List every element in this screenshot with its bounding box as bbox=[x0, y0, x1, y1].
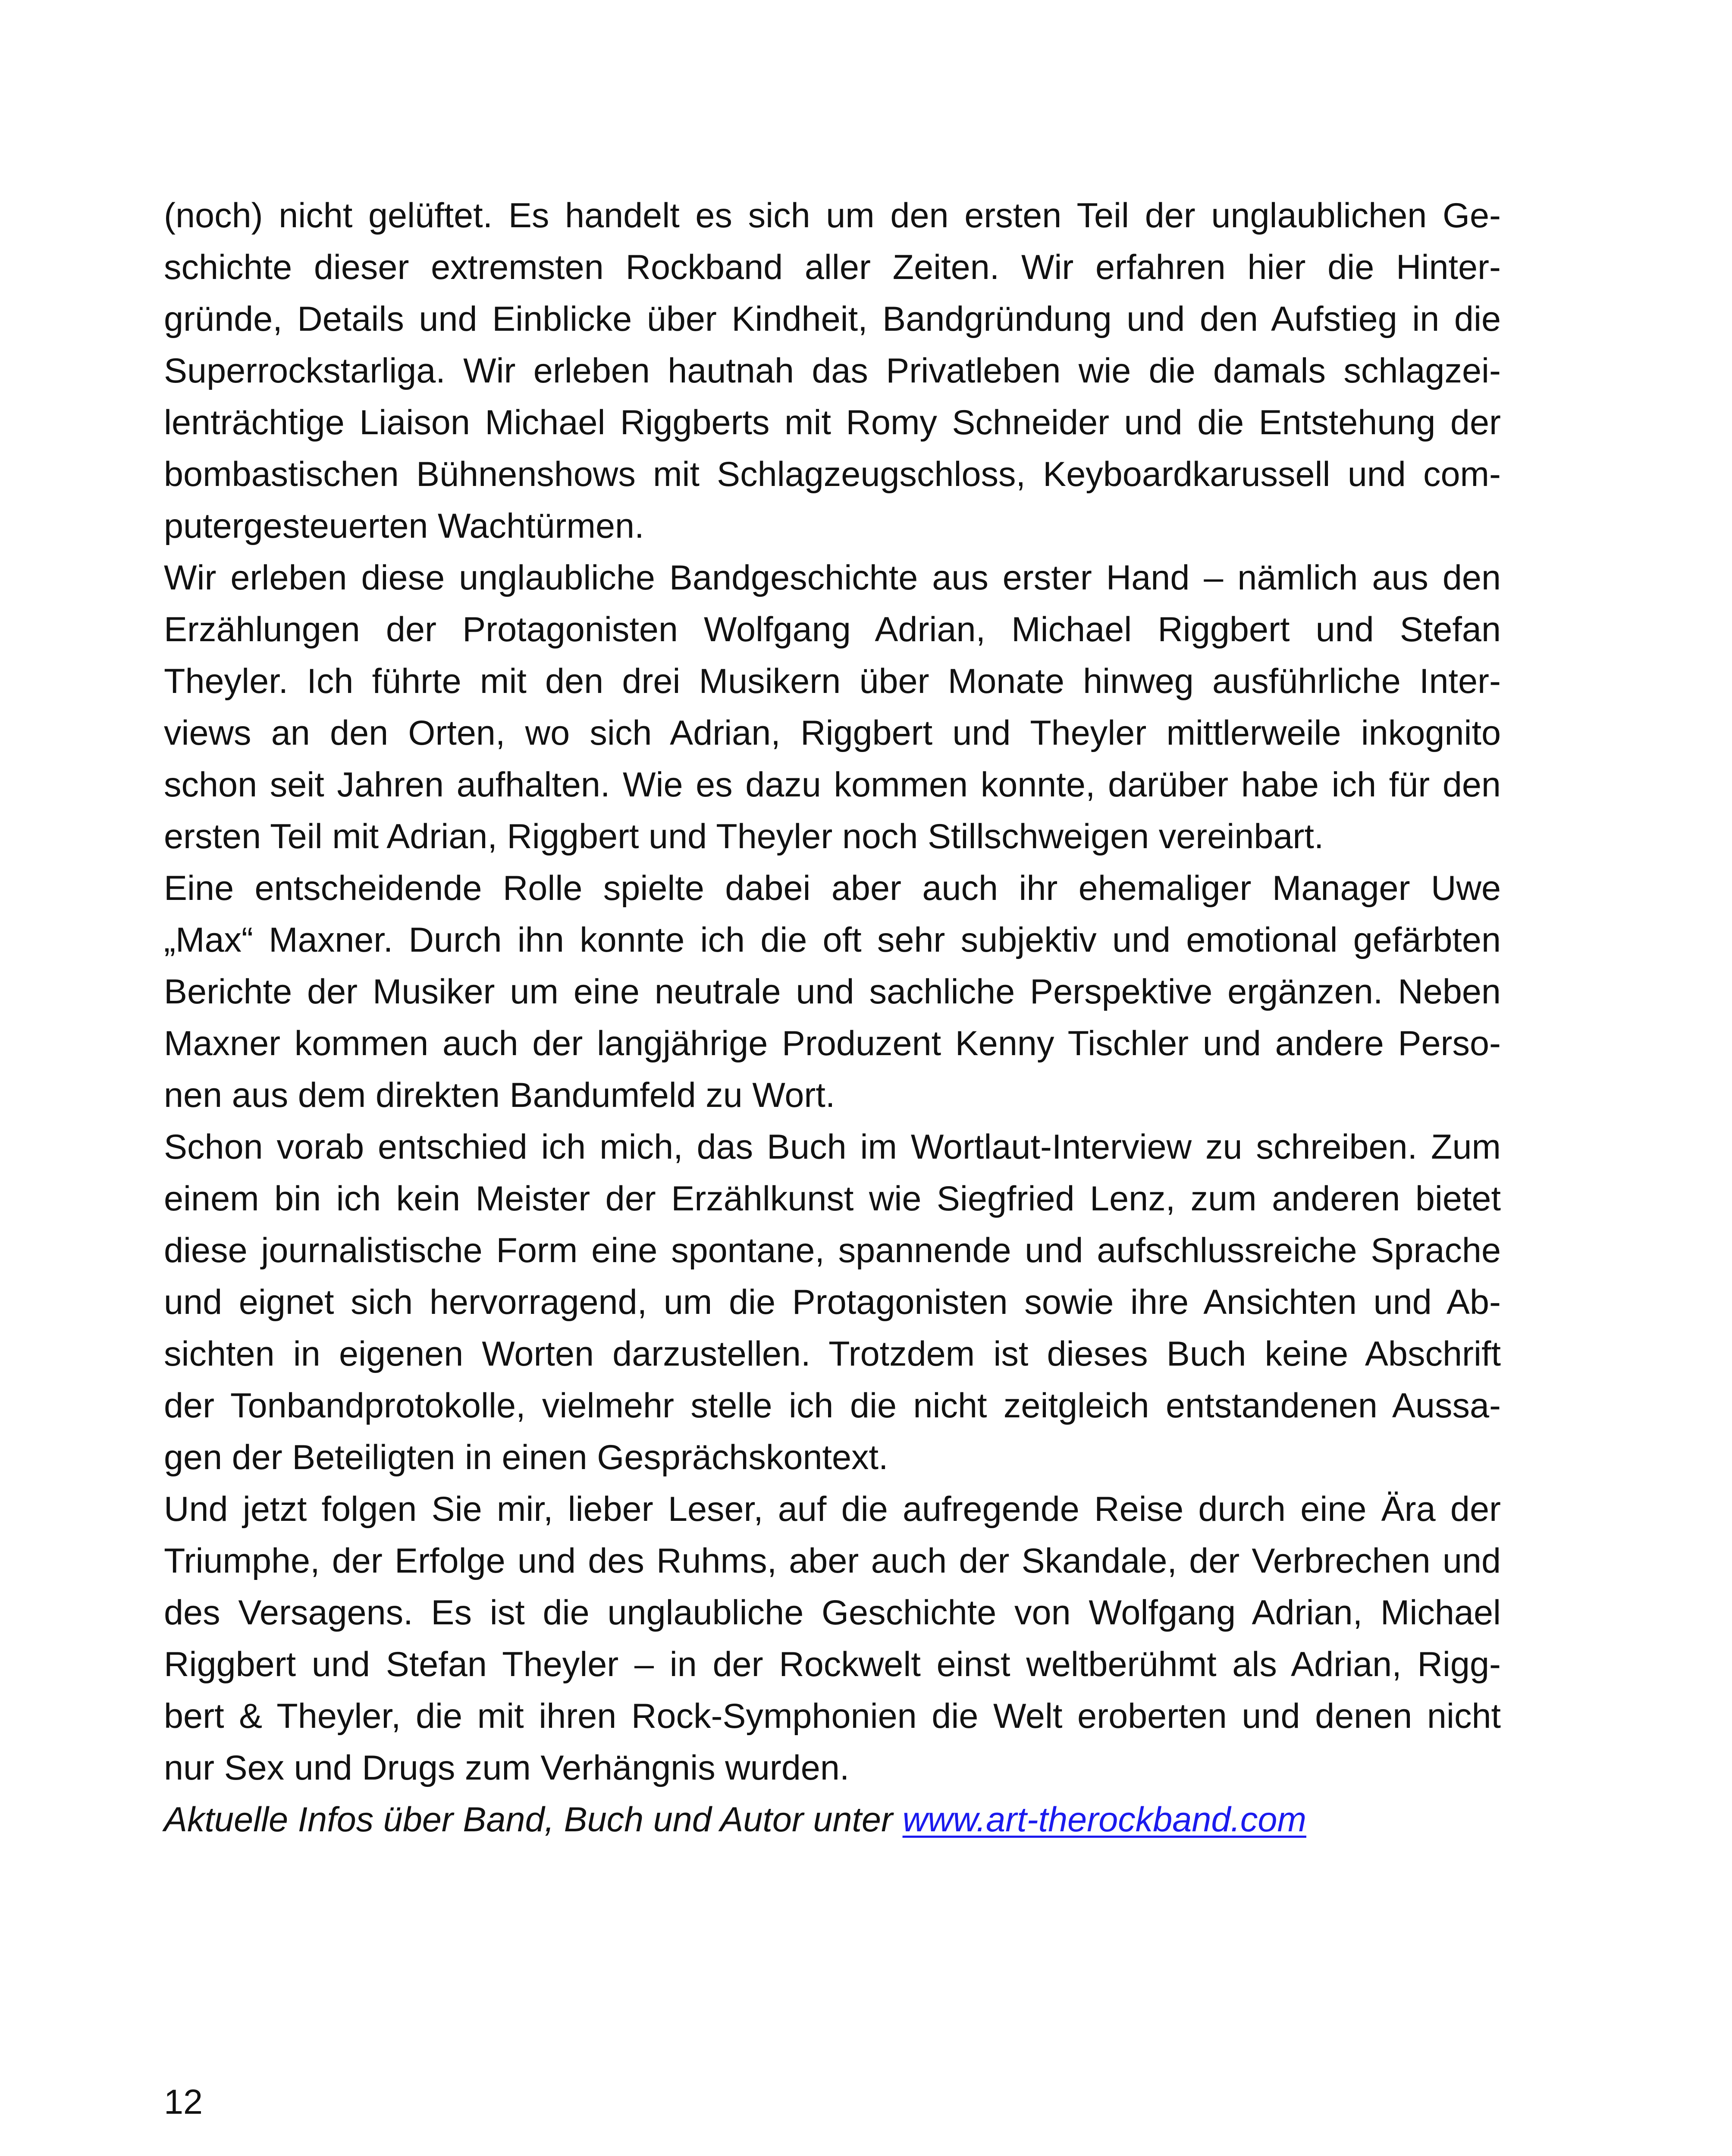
text-line: und eignet sich hervorragend, um die Protagonisten sowie ihre Ansichten und Ab- bbox=[164, 1283, 1501, 1322]
footer-note bbox=[164, 1794, 1501, 1846]
text-line: nen aus dem direkten Bandumfeld zu Wort. bbox=[164, 1076, 835, 1115]
text-line: putergesteuerten Wachtürmen. bbox=[164, 507, 644, 545]
page-number: 12 bbox=[164, 2083, 203, 2122]
text-line: lenträchtige Liaison Michael Riggberts mit Romy Schneider und die Entstehung der bbox=[164, 403, 1501, 442]
text-line: schichte dieser extremsten Rockband aller Zeiten. Wir erfahren hier die Hinter- bbox=[164, 248, 1501, 287]
text-line: ersten Teil mit Adrian, Riggbert und Theyler noch Stillschweigen vereinbart. bbox=[164, 817, 1324, 856]
text-line: Theyler. Ich führte mit den drei Musikern über Monate hinweg ausführliche Inter- bbox=[164, 662, 1501, 701]
text-line: der Tonbandprotokolle, vielmehr stelle ich die nicht zeitgleich entstandenen Aussa- bbox=[164, 1386, 1501, 1425]
text-line: diese journalistische Form eine spontane, spannende und aufschlussreiche Sprache bbox=[164, 1231, 1501, 1270]
text-line: Erzählungen der Protagonisten Wolfgang Adrian, Michael Riggbert und Stefan bbox=[164, 610, 1501, 649]
text-line: gründe, Details und Einblicke über Kindheit, Bandgründung und den Aufstieg in die bbox=[164, 300, 1501, 338]
body-text bbox=[164, 190, 1501, 1846]
paragraph-5 bbox=[164, 1483, 1501, 1794]
text-line: des Versagens. Es ist die unglaubliche Geschichte von Wolfgang Adrian, Michael bbox=[164, 1593, 1501, 1632]
text-line: gen der Beteiligten in einen Gesprächskontext. bbox=[164, 1438, 888, 1477]
text-line: Und jetzt folgen Sie mir, lieber Leser, auf die aufregende Reise durch eine Ära der bbox=[164, 1490, 1501, 1529]
text-line: bert & Theyler, die mit ihren Rock-Symphonien die Welt eroberten und denen nicht bbox=[164, 1697, 1501, 1736]
text-line: Eine entscheidende Rolle spielte dabei aber auch ihr ehemaliger Manager Uwe bbox=[164, 869, 1501, 908]
footer-note-text: Aktuelle Infos über Band, Buch und Autor unter bbox=[164, 1800, 903, 1839]
text-line: Superrockstarliga. Wir erleben hautnah das Privatleben wie die damals schlagzei- bbox=[164, 351, 1501, 390]
text-line: sichten in eigenen Worten darzustellen. Trotzdem ist dieses Buch keine Abschrift bbox=[164, 1335, 1501, 1373]
text-line: Schon vorab entschied ich mich, das Buch im Wortlaut-Interview zu schreiben. Zum bbox=[164, 1128, 1501, 1166]
text-line: Maxner kommen auch der langjährige Produzent Kenny Tischler und andere Perso- bbox=[164, 1024, 1501, 1063]
paragraph-3 bbox=[164, 862, 1501, 1121]
paragraph-1 bbox=[164, 190, 1501, 552]
website-link[interactable]: www.art-therockband.com bbox=[902, 1800, 1306, 1839]
paragraph-4 bbox=[164, 1121, 1501, 1483]
text-line: views an den Orten, wo sich Adrian, Riggbert und Theyler mittlerweile inkognito bbox=[164, 714, 1501, 752]
text-line: Riggbert und Stefan Theyler – in der Rockwelt einst weltberühmt als Adrian, Rigg- bbox=[164, 1645, 1501, 1684]
text-line: bombastischen Bühnenshows mit Schlagzeugschloss, Keyboardkarussell und com- bbox=[164, 455, 1501, 494]
paragraph-2 bbox=[164, 552, 1501, 862]
text-line: „Max“ Maxner. Durch ihn konnte ich die oft sehr subjektiv und emotional gefärbten bbox=[164, 921, 1501, 959]
text-line: (noch) nicht gelüftet. Es handelt es sich um den ersten Teil der unglaublichen Ge- bbox=[164, 196, 1501, 235]
text-line: schon seit Jahren aufhalten. Wie es dazu kommen konnte, darüber habe ich für den bbox=[164, 765, 1501, 804]
text-line: Wir erleben diese unglaubliche Bandgeschichte aus erster Hand – nämlich aus den bbox=[164, 558, 1501, 597]
text-line: nur Sex und Drugs zum Verhängnis wurden. bbox=[164, 1749, 850, 1787]
text-line: einem bin ich kein Meister der Erzählkunst wie Siegfried Lenz, zum anderen bietet bbox=[164, 1179, 1501, 1218]
text-line: Berichte der Musiker um eine neutrale und sachliche Perspektive ergänzen. Neben bbox=[164, 972, 1501, 1011]
text-line: Triumphe, der Erfolge und des Ruhms, aber auch der Skandale, der Verbrechen und bbox=[164, 1542, 1501, 1580]
